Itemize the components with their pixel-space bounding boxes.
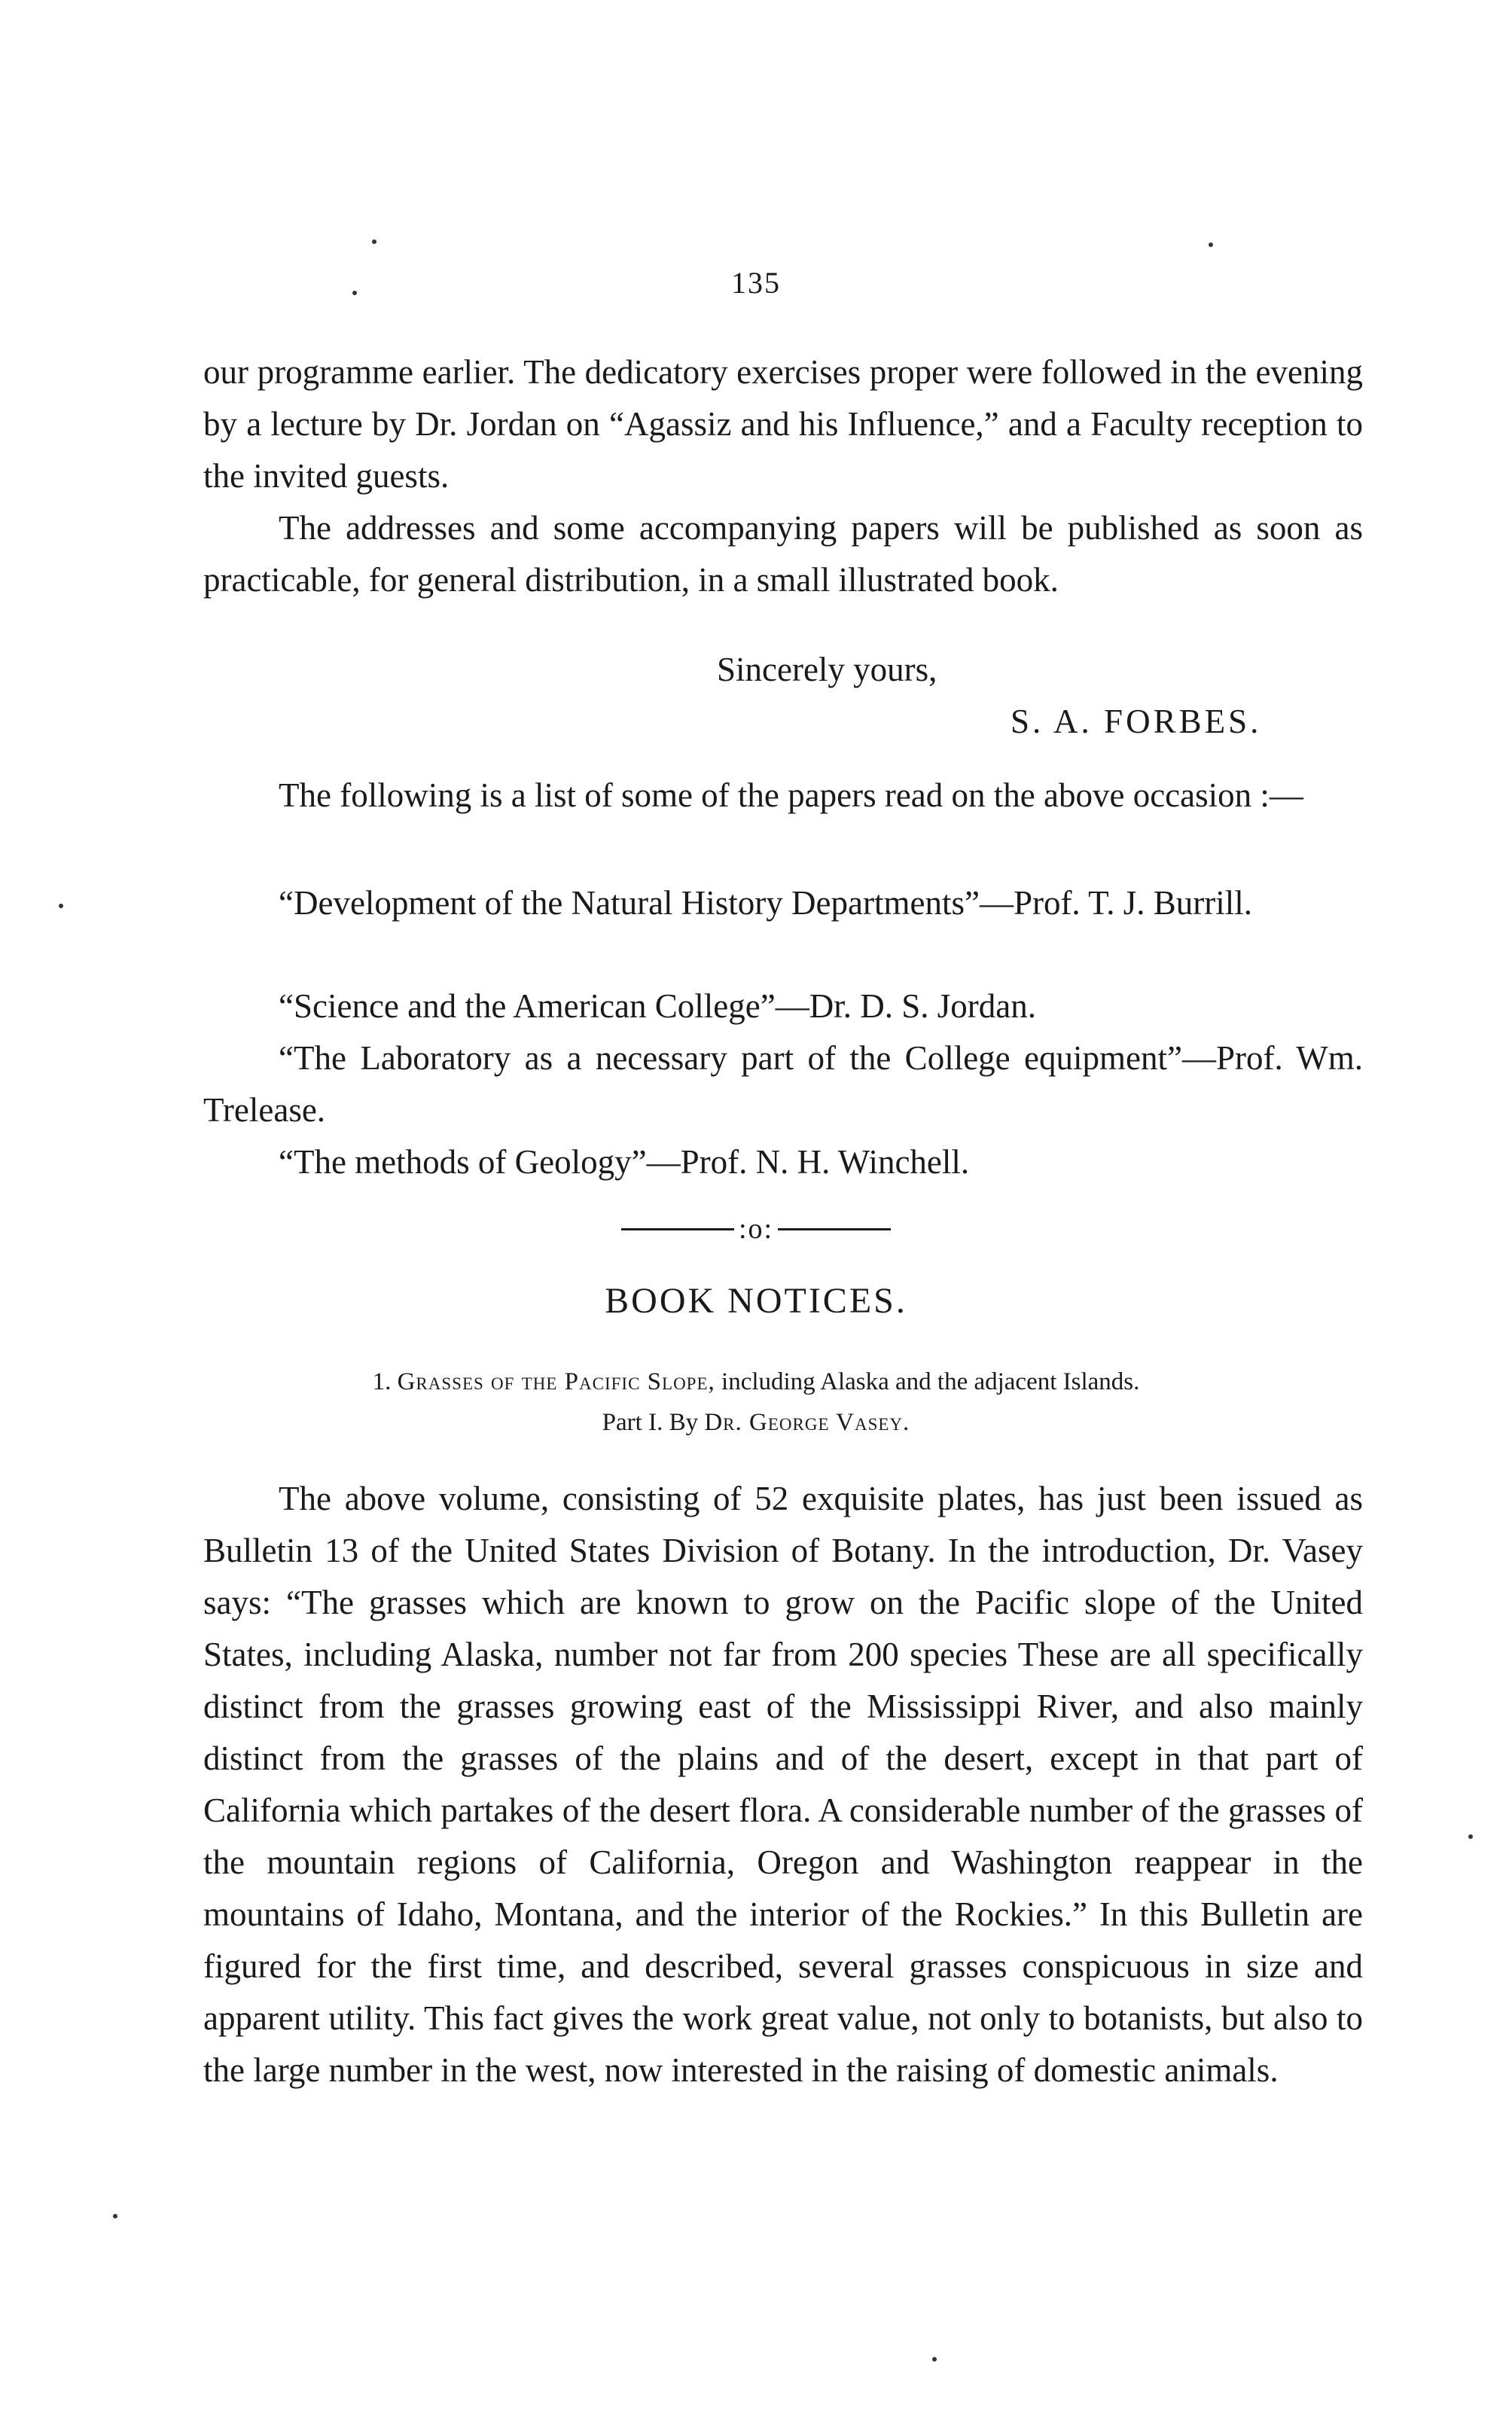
notice-by: By	[669, 1409, 699, 1436]
page-number: 135	[731, 266, 781, 300]
notice-number: 1.	[372, 1368, 392, 1395]
paper-item: “Development of the Natural History Departments”—Prof. T. J. Burrill.	[279, 884, 1253, 922]
divider-rule	[621, 1228, 734, 1230]
notice-author: Dr. George Vasey.	[704, 1409, 910, 1436]
section-heading: BOOK NOTICES.	[605, 1281, 907, 1321]
divider-mark: :o:	[738, 1213, 774, 1245]
letter-signature: S. A. FORBES.	[1011, 703, 1262, 740]
letter-paragraph: our programme earlier. The dedicatory exercises proper were followed in the evening by a lecture by Dr. Jordan on “Agassiz and his Influence,” and a Faculty reception to the invited guests.	[203, 353, 1363, 495]
print-speck	[1468, 1834, 1473, 1839]
letter-closing: Sincerely yours,	[717, 651, 937, 688]
notice-part: Part I.	[602, 1409, 663, 1436]
paper-item: “The Laboratory as a necessary part of the College equipment”—Prof. Wm. Trelease.	[203, 1039, 1363, 1129]
paper-item: “Science and the American College”—Dr. D. S. Jordan.	[279, 987, 1036, 1025]
papers-intro: The following is a list of some of the papers read on the above occasion :—	[279, 776, 1303, 814]
notice-book-subtitle: including Alaska and the adjacent Islands.	[721, 1368, 1140, 1395]
print-speck	[59, 904, 63, 908]
notice-author-line	[0, 1402, 1512, 1443]
print-speck	[113, 2214, 117, 2218]
letter-paragraph: The addresses and some accompanying papers will be published as soon as practicable, for general distribution, in a small illustrated book.	[203, 509, 1363, 599]
paper-item: “The methods of Geology”—Prof. N. H. Winchell.	[279, 1143, 970, 1181]
print-speck	[932, 2357, 937, 2362]
print-speck	[372, 239, 376, 244]
section-divider	[0, 1212, 1512, 1246]
print-speck	[1209, 242, 1213, 247]
divider-rule	[778, 1228, 891, 1230]
notice-book-title: Grasses of the Pacific Slope,	[397, 1368, 715, 1395]
notice-title-line	[0, 1361, 1512, 1402]
notice-body: The above volume, consisting of 52 exquisite plates, has just been issued as Bulletin 13 of the United States Division of Botany. In the introduction, Dr. Vasey says: “The grasses which are known to grow on the Pacific slope of the United States, including Alaska, number not far from 200 species These are all specifically distinct from the grasses growing east of the Mississippi River, and also mainly distinct from the grasses of the plains and of the desert, except in that part of California which partakes of the desert flora. A considerable number of the grasses of the mountain regions of California, Oregon and Washington reappear in the mountains of Idaho, Montana, and the interior of the Rockies.” In this Bulletin are figured for the first time, and described, several grasses conspicuous in size and apparent utility. This fact gives the work great value, not only to botanists, but also to the large number in the west, now interested in the raising of domestic animals.	[203, 1480, 1363, 2089]
